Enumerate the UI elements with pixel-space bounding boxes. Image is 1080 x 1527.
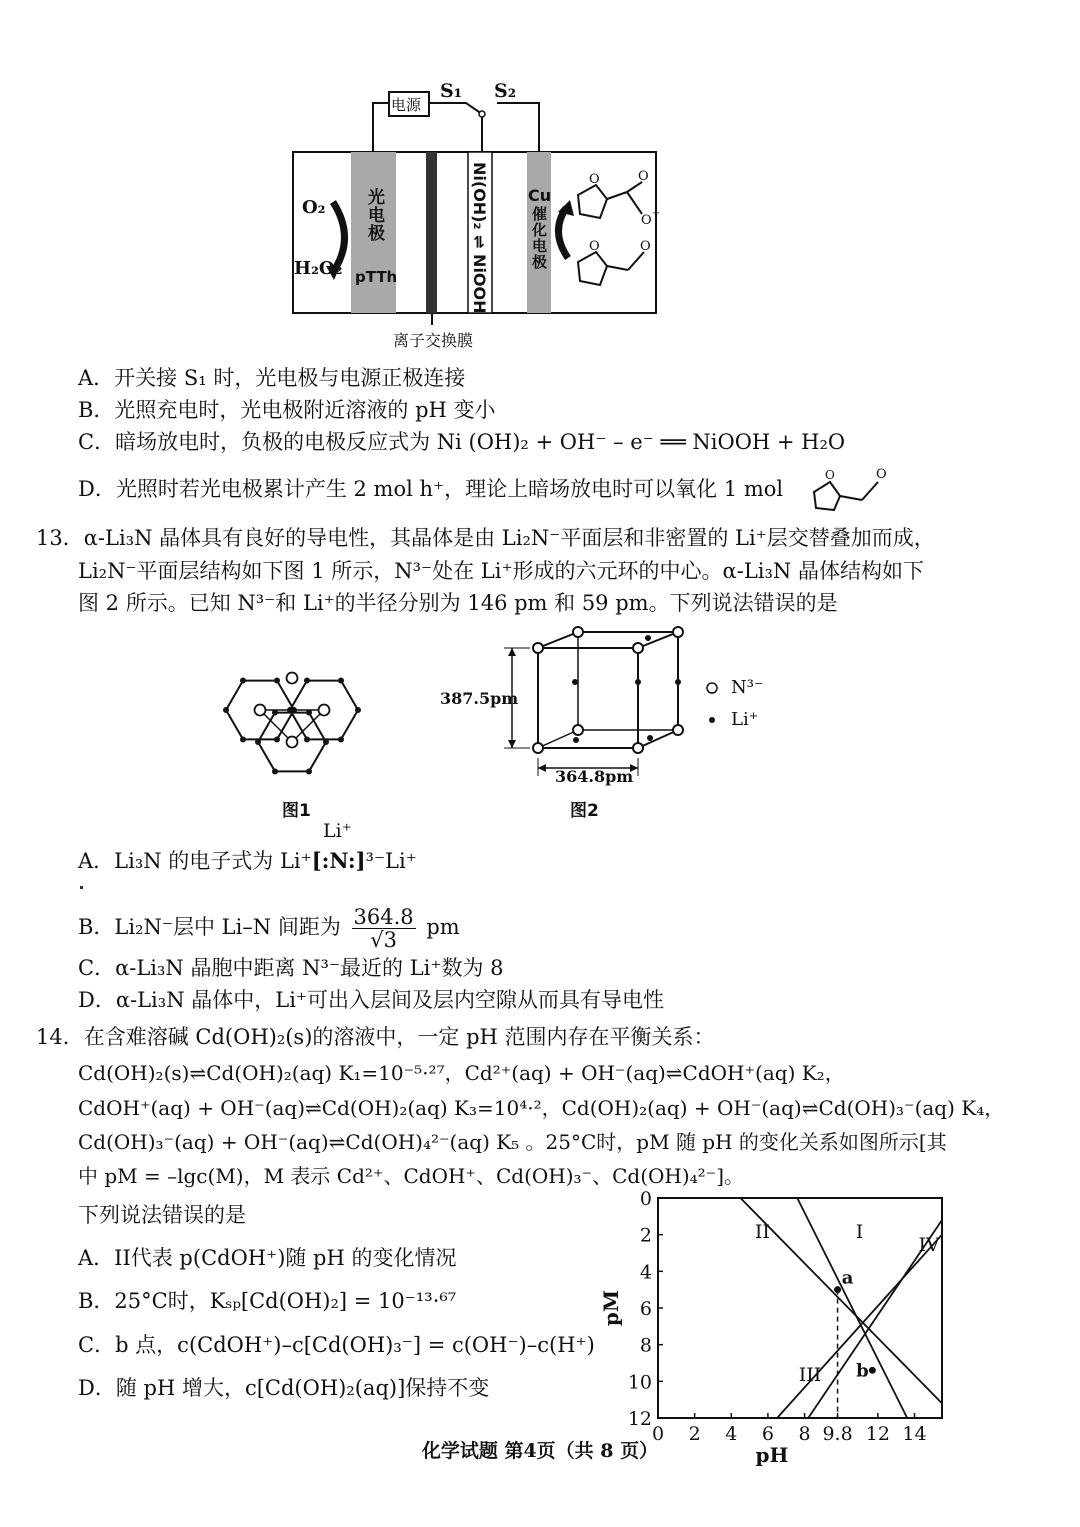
x-tick-label: 8 xyxy=(798,1423,811,1445)
li-ion xyxy=(304,736,310,742)
point-label-a: a xyxy=(841,1267,854,1289)
page-footer: 化学试题 第4页（共 8 页） xyxy=(421,1440,659,1462)
q13-stem-2: Li₂N⁻平面层结构如下图 1 所示，N³⁻处在 Li⁺形成的六元环的中心。α-Li₃N 晶体结构如下 xyxy=(78,559,924,583)
legend-li-label: Li⁺ xyxy=(731,709,759,730)
li-ion xyxy=(240,736,246,742)
li-ion xyxy=(338,678,344,684)
q14-stem-1: 14．在含难溶碱 Cd(OH)₂(s)的溶液中，一定 pH 范围内存在平衡关系： xyxy=(36,1025,715,1049)
membrane-label: 离子交换膜 xyxy=(393,331,474,350)
series-line-III xyxy=(777,1235,942,1418)
li-ion xyxy=(572,679,578,685)
q14-stem-4: Cd(OH)₃⁻(aq) + OH⁻(aq)⇌Cd(OH)₄²⁻(aq) K₅ 。25°C时，pM 随 pH 的变化关系如图所示[其 xyxy=(78,1130,947,1154)
n3-ion xyxy=(533,643,543,653)
x-tick-label: 12 xyxy=(865,1423,890,1445)
q13-option-b-numerator: 364.8 xyxy=(353,905,414,929)
q13-a-top-li: Li⁺ xyxy=(323,820,352,842)
svg-text:O: O xyxy=(638,169,649,184)
cell-height-label: 387.5pm xyxy=(440,689,519,708)
svg-text:O: O xyxy=(589,239,600,254)
h2o2-label: H₂O₂ xyxy=(294,258,343,279)
svg-text:O: O xyxy=(825,468,835,482)
series-label-IV: IV xyxy=(918,1233,940,1256)
q14-option-d: D．随 pH 增大，c[Cd(OH)₂(aq)]保持不变 xyxy=(78,1376,490,1400)
legend-n3-marker xyxy=(707,683,717,693)
q13-option-d: D．α-Li₃N 晶体中，Li⁺可出入层间及层内空隙从而具有导电性 xyxy=(78,988,664,1012)
switch-s1-label: S₁ xyxy=(440,80,463,102)
cell-edge xyxy=(638,632,678,648)
y-tick-label: 10 xyxy=(627,1371,652,1394)
q14-option-a: A．II代表 p(CdOH⁺)随 pH 的变化情况 xyxy=(78,1246,457,1270)
cell-edge xyxy=(538,632,578,648)
li-ion xyxy=(573,737,579,743)
q13-option-b-unit: pm xyxy=(426,915,460,939)
li-ion xyxy=(274,736,280,742)
o2-label: O₂ xyxy=(302,197,326,218)
svg-text:O: O xyxy=(589,172,600,187)
q14-stem-2: Cd(OH)₂(s)⇌Cd(OH)₂(aq) K₁=10⁻⁵·²⁷，Cd²⁺(aq) + OH⁻(aq)⇌CdOH⁺(aq) K₂， xyxy=(78,1061,845,1085)
li-ion xyxy=(272,710,278,716)
y-tick-label: 2 xyxy=(639,1224,652,1247)
series-label-I: I xyxy=(855,1221,864,1243)
q13-option-b-denominator: √3 xyxy=(370,928,397,952)
cu-electrode-label: 催化电极 xyxy=(530,206,548,270)
y-tick-label: 0 xyxy=(639,1188,652,1210)
n3-ion xyxy=(633,743,643,753)
cell-edge xyxy=(638,730,678,748)
x-tick-label: 6 xyxy=(761,1423,774,1445)
li-ion xyxy=(240,678,246,684)
ion-exchange-membrane xyxy=(426,152,437,313)
nickel-electrode-label: Ni(OH)₂ ⇌ NiOOH xyxy=(470,162,489,314)
q12-option-a: A．开关接 S₁ 时，光电极与电源正极连接 xyxy=(78,366,466,390)
q13-option-b xyxy=(78,906,460,951)
series-label-III: III xyxy=(798,1364,822,1386)
li-ion xyxy=(323,739,329,745)
q12-option-d: D．光照时若光电极累计产生 2 mol h⁺，理论上暗场放电时可以氧化 1 mol xyxy=(78,477,784,501)
li-ion xyxy=(223,707,229,713)
y-axis-label: pM xyxy=(599,1289,623,1327)
x-tick-label: 2 xyxy=(688,1423,701,1445)
switch-s2-label: S₂ xyxy=(494,80,517,102)
n3-ion xyxy=(533,743,543,753)
y-tick-label: 12 xyxy=(627,1408,652,1430)
n3-ion xyxy=(573,627,583,637)
series-line-II xyxy=(740,1198,942,1403)
q14-option-c: C．b 点，c(CdOH⁺)–c[Cd(OH)₃⁻] = c(OH⁻)–c(H⁺) xyxy=(78,1333,595,1357)
figure1-caption: 图1 xyxy=(282,801,311,821)
li-ion xyxy=(306,710,312,716)
li-ion xyxy=(272,768,278,774)
q13-option-a xyxy=(78,846,417,876)
li-ion xyxy=(274,678,280,684)
furfural-inline-structure xyxy=(810,462,900,512)
x-tick-label: 14 xyxy=(902,1423,927,1445)
li-ion xyxy=(355,707,361,713)
n3-ion xyxy=(573,725,583,735)
n3-ion xyxy=(673,725,683,735)
q13-stem-3: 图 2 所示。已知 N³⁻和 Li⁺的半径分别为 146 pm 和 59 pm。下列说法错误的是 xyxy=(78,591,838,615)
svg-text:−: − xyxy=(652,208,661,219)
x-tick-label: 4 xyxy=(725,1423,738,1445)
cu-label: Cu xyxy=(528,186,552,205)
figure1-layer-structure xyxy=(200,650,390,780)
li-ion xyxy=(338,736,344,742)
q13-option-a-core: [:N:] xyxy=(311,848,366,873)
photo-electrode-label: 光电极 xyxy=(364,188,384,242)
svg-text:O: O xyxy=(640,239,651,254)
li-ion xyxy=(306,768,312,774)
stray-dot xyxy=(80,886,83,889)
n3-ion xyxy=(287,737,298,748)
figure2-unit-cell xyxy=(490,620,740,790)
q14-prompt: 下列说法错误的是 xyxy=(78,1203,246,1227)
cell-diagram xyxy=(0,0,1080,360)
x-tick-label: 0 xyxy=(651,1423,665,1445)
x-axis-label: pH xyxy=(755,1443,789,1467)
n3-ion xyxy=(673,627,683,637)
li-ion xyxy=(304,678,310,684)
series-label-II: II xyxy=(754,1221,770,1243)
x-tick-label: 9.8 xyxy=(822,1423,853,1445)
li-ion xyxy=(647,735,653,741)
legend-li-marker xyxy=(709,717,715,723)
n3-ion xyxy=(287,673,298,684)
li-ion xyxy=(635,679,641,685)
q13-option-a-prefix: A．Li₃N 的电子式为 Li⁺ xyxy=(78,849,312,873)
pm-ph-chart xyxy=(590,1180,970,1467)
q12-option-b: B．光照充电时，光电极附近溶液的 pH 变小 xyxy=(78,398,496,422)
n3-ion xyxy=(633,643,643,653)
svg-text:O: O xyxy=(641,213,652,228)
cell-edge xyxy=(538,730,578,748)
q14-stem-3: CdOH⁺(aq) + OH⁻(aq)⇌Cd(OH)₂(aq) K₃=10⁴·²，Cd(OH)₂(aq) + OH⁻(aq)⇌Cd(OH)₃⁻(aq) K₄， xyxy=(78,1096,1005,1120)
n3-ion xyxy=(255,705,266,716)
point-a xyxy=(834,1286,841,1293)
power-source-label: 电源 xyxy=(391,96,422,114)
n3-ion xyxy=(319,705,330,716)
li-ion xyxy=(675,679,681,685)
point-label-b: b xyxy=(856,1360,869,1382)
li-ion xyxy=(287,707,293,713)
q13-option-c: C．α-Li₃N 晶胞中距离 N³⁻最近的 Li⁺数为 8 xyxy=(78,956,504,980)
q14-stem-5: 中 pM = –lgc(M)，M 表示 Cd²⁺、CdOH⁺、Cd(OH)₃⁻、Cd(OH)₄²⁻]。 xyxy=(78,1164,745,1188)
figure2-caption: 图2 xyxy=(570,801,599,821)
svg-text:O: O xyxy=(876,467,887,482)
li-ion xyxy=(255,739,261,745)
q13-option-b-fraction xyxy=(352,906,416,951)
y-tick-label: 4 xyxy=(639,1261,652,1284)
cell-width-label: 364.8pm xyxy=(555,767,634,786)
y-tick-label: 6 xyxy=(639,1298,652,1320)
y-tick-label: 8 xyxy=(639,1334,652,1357)
q13-option-a-suffix: ³⁻Li⁺ xyxy=(365,849,417,873)
li-ion xyxy=(645,635,651,641)
ptth-label: pTTh xyxy=(355,268,398,286)
q13-option-b-prefix: B．Li₂N⁻层中 Li–N 间距为 xyxy=(78,915,341,939)
point-b xyxy=(869,1367,876,1374)
legend-n3-label: N³⁻ xyxy=(731,677,764,698)
q13-stem-1: 13．α-Li₃N 晶体具有良好的导电性，其晶体是由 Li₂N⁻平面层和非密置的 Li⁺层交替叠加而成， xyxy=(36,526,935,550)
q14-option-b: B．25°C时，Kₛₚ[Cd(OH)₂] = 10⁻¹³·⁶⁷ xyxy=(78,1289,457,1313)
q12-option-c: C．暗场放电时，负极的电极反应式为 Ni (OH)₂ + OH⁻ – e⁻ ══ NiOOH + H₂O xyxy=(78,430,846,454)
